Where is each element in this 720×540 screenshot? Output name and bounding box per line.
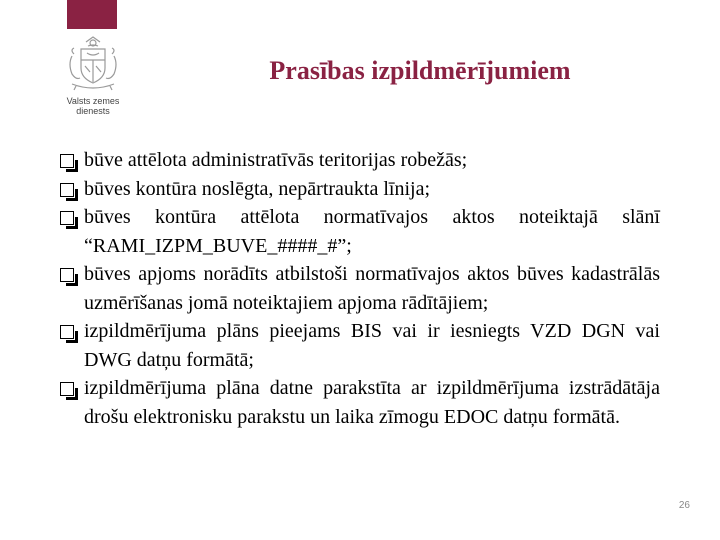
vzd-logo	[58, 34, 128, 124]
checkbox-bullet-icon	[60, 183, 74, 197]
list-item-text: izpildmērījuma plāns pieejams BIS vai ir iesniegts VZD DGN vai DWG datņu formātā;	[84, 320, 660, 371]
checkbox-bullet-icon	[60, 154, 74, 168]
list-item-text: būves kontūra noslēgta, nepārtraukta līnija;	[84, 177, 431, 200]
list-item	[58, 175, 660, 204]
page-number: 26	[678, 500, 690, 511]
checkbox-bullet-icon	[60, 268, 74, 282]
coat-of-arms-icon	[64, 34, 122, 94]
checkbox-bullet-icon	[60, 325, 74, 339]
logo-text-line-2: dienests	[76, 106, 110, 116]
list-item-text: izpildmērījuma plāna datne parakstīta ar izpildmērījuma izstrādātāja drošu elektronisku parakstu un laika zīmogu EDOC datņu formātā.	[84, 377, 660, 428]
requirements-list	[58, 146, 660, 431]
list-item	[58, 203, 660, 260]
list-item	[58, 146, 660, 175]
checkbox-bullet-icon	[60, 211, 74, 225]
list-item	[58, 374, 660, 431]
slide-title: Prasības izpildmērījumiem	[269, 56, 571, 85]
checkbox-bullet-icon	[60, 382, 74, 396]
list-item-text: būve attēlota administratīvās teritorijas robežās;	[84, 149, 468, 171]
list-item	[58, 260, 660, 317]
list-item-text: būves kontūra attēlota normatīvajos aktos noteiktajā slānī “RAMI_IZPM_BUVE_####_#”;	[84, 206, 660, 257]
brand-color-bar	[67, 0, 117, 29]
list-item	[58, 317, 660, 374]
list-item-text: būves apjoms norādīts atbilstoši normatīvajos aktos būves kadastrālās uzmērīšanas jomā noteiktajiem apjoma rādītājiem;	[84, 263, 660, 314]
logo-text-line-1: Valsts zemes	[66, 96, 120, 106]
